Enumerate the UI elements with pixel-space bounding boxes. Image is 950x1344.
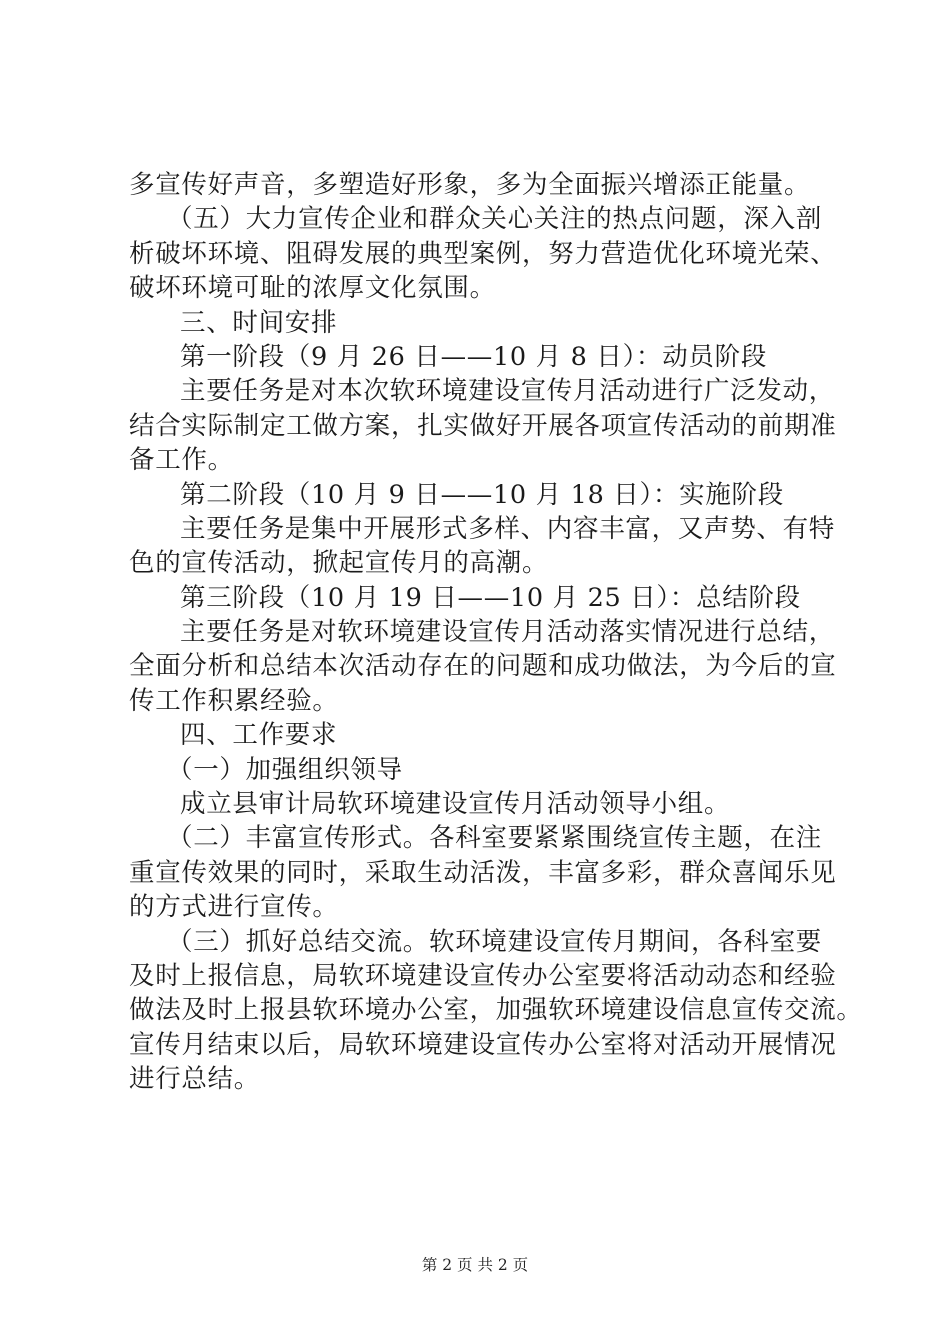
text-line: 破坏环境可耻的浓厚文化氛围。 xyxy=(129,273,496,304)
text-line: 析破坏环境、阻碍发展的典型案例，努力营造优化环境光荣、 xyxy=(129,238,837,269)
phase-heading: 第二阶段（10 月 9 日——10 月 18 日）：实施阶段 xyxy=(180,479,784,510)
text-line: 色的宣传活动，掀起宣传月的高潮。 xyxy=(129,548,549,579)
phase-heading: 第三阶段（10 月 19 日——10 月 25 日）：总结阶段 xyxy=(180,582,801,613)
text-line: 及时上报信息，局软环境建设宣传办公室要将活动动态和经验 xyxy=(129,960,837,991)
text-line: 成立县审计局软环境建设宣传月活动领导小组。 xyxy=(180,789,731,820)
text-line: 做法及时上报县软环境办公室，加强软环境建设信息宣传交流。 xyxy=(129,995,863,1026)
text-line: 结合实际制定工做方案，扎实做好开展各项宣传活动的前期准 xyxy=(129,410,837,441)
text-line: （三）抓好总结交流。软环境建设宣传月期间，各科室要 xyxy=(167,926,823,957)
phase-heading: 第一阶段（9 月 26 日——10 月 8 日）：动员阶段 xyxy=(180,341,768,372)
text-line: 主要任务是集中开展形式多样、内容丰富，又声势、有特 xyxy=(180,513,836,544)
document-body xyxy=(0,168,950,1097)
page-number-footer: 第 2 页 共 2 页 xyxy=(421,1256,529,1274)
text-line: （二）丰富宣传形式。各科室要紧紧围绕宣传主题，在注 xyxy=(167,823,823,854)
text-line: 重宣传效果的同时，采取生动活泼，丰富多彩，群众喜闻乐见 xyxy=(129,857,837,888)
section-heading: 三、时间安排 xyxy=(180,307,338,338)
text-line: 的方式进行宣传。 xyxy=(129,892,339,923)
text-line: 多宣传好声音，多塑造好形象，多为全面振兴增添正能量。 xyxy=(129,170,811,200)
text-line: 传工作积累经验。 xyxy=(129,685,339,716)
text-line: （五）大力宣传企业和群众关心关注的热点问题，深入剖 xyxy=(167,204,823,235)
section-heading: 四、工作要求 xyxy=(180,720,338,751)
text-line: 全面分析和总结本次活动存在的问题和成功做法，为今后的宣 xyxy=(129,651,837,682)
text-line: 宣传月结束以后，局软环境建设宣传办公室将对活动开展情况 xyxy=(129,1029,837,1060)
text-line: 进行总结。 xyxy=(129,1064,261,1095)
text-line: 主要任务是对软环境建设宣传月活动落实情况进行总结， xyxy=(180,617,836,648)
text-line: 备工作。 xyxy=(129,445,234,476)
subsection-heading: （一）加强组织领导 xyxy=(167,754,403,785)
text-line: 主要任务是对本次软环境建设宣传月活动进行广泛发动， xyxy=(180,376,836,407)
